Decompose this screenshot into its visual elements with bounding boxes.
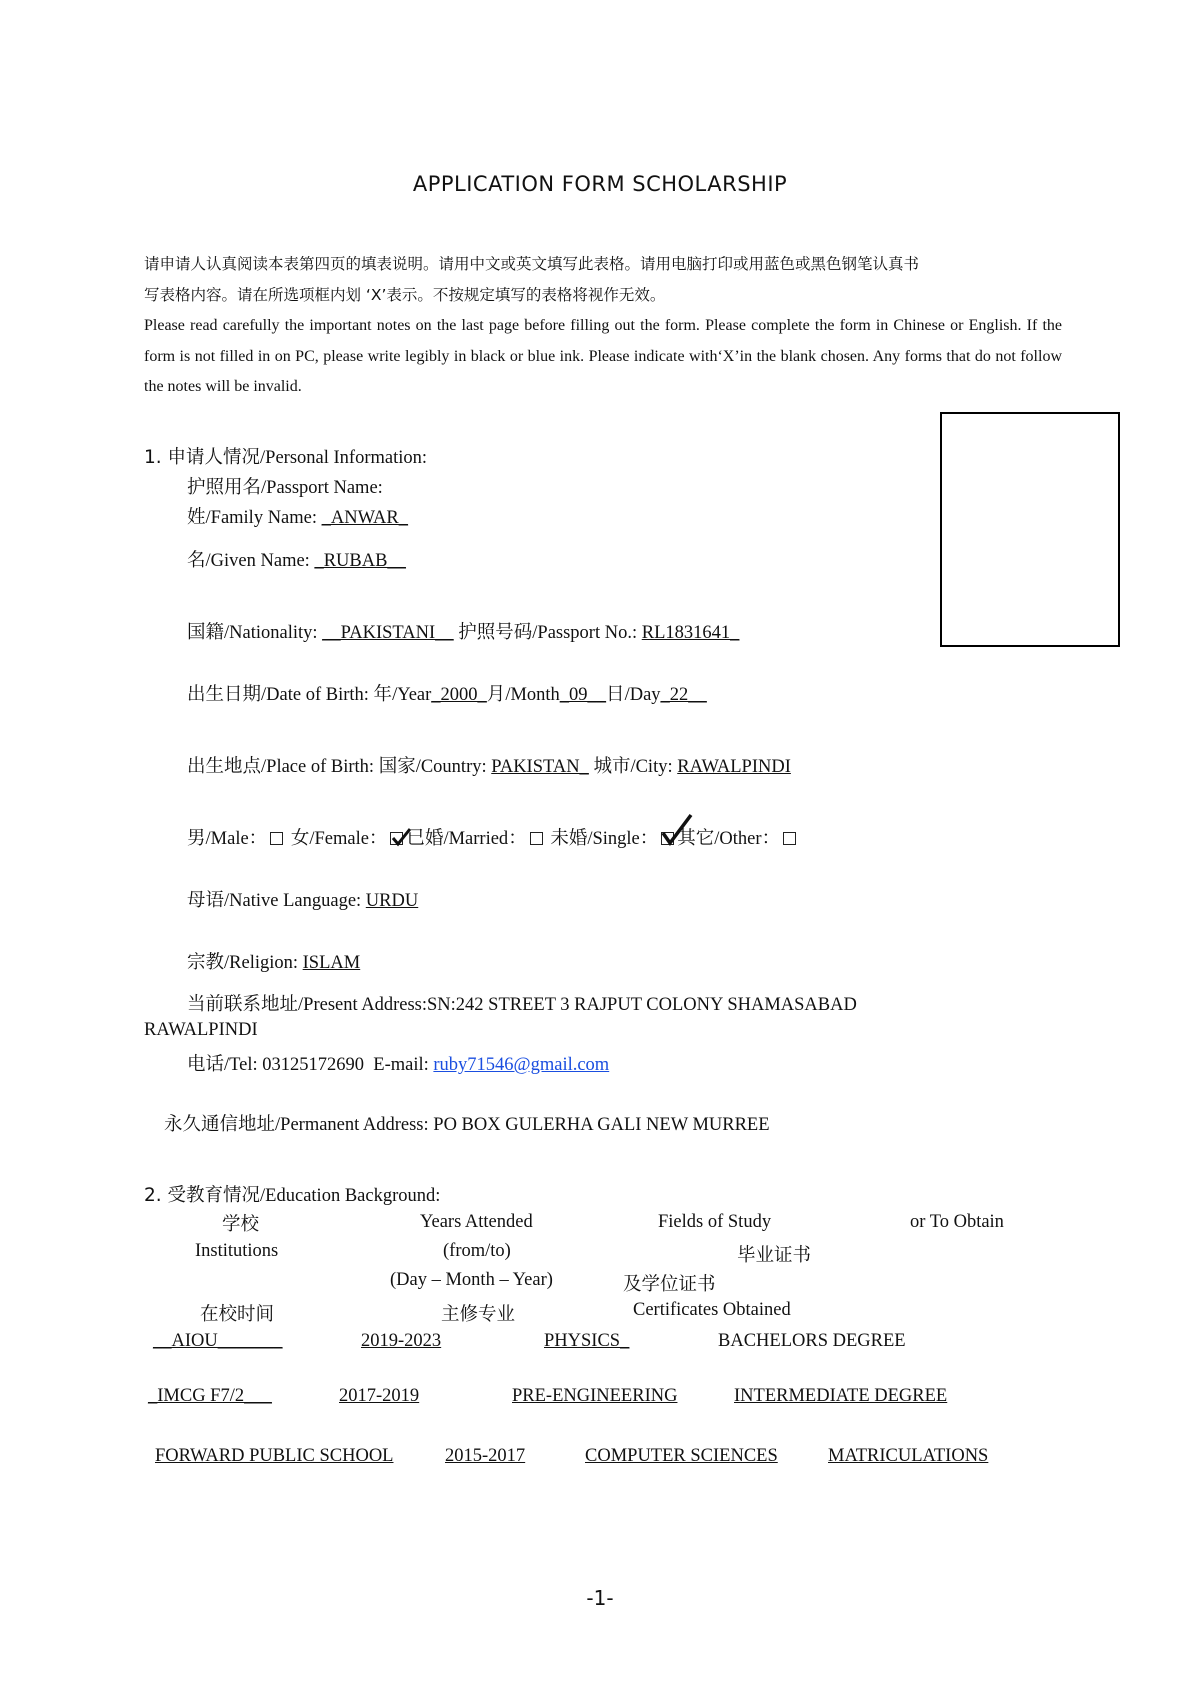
edu-row1-certificate[interactable]: BACHELORS DEGREE	[718, 1331, 906, 1351]
given-name-row: 名/Given Name: _RUBAB__	[187, 550, 406, 571]
passport-no-value[interactable]: RL1831641_	[641, 623, 740, 643]
col-cert-cn1: 毕业证书	[737, 1245, 812, 1266]
edu-row3-certificate[interactable]: MATRICULATIONS	[828, 1446, 989, 1466]
married-checkbox[interactable]	[530, 832, 543, 845]
dob-row: 出生日期/Date of Birth: 年/Year_2000_月/Month_09__日/Day_22__	[187, 684, 707, 705]
single-checkbox[interactable]	[661, 832, 674, 845]
page-number: -1-	[586, 1586, 614, 1610]
edu-row3-field[interactable]: COMPUTER SCIENCES	[585, 1446, 778, 1466]
present-address-line2: RAWALPINDI	[144, 1020, 258, 1040]
native-language-row: 母语/Native Language: URDU	[187, 890, 419, 911]
col-years-en1: Years Attended	[420, 1212, 533, 1232]
col-years-cn: 在校时间	[200, 1304, 275, 1325]
check-mark-icon	[390, 827, 412, 849]
col-cert-cn2: 及学位证书	[623, 1274, 716, 1295]
col-field-cn: 主修专业	[441, 1304, 516, 1325]
section2-heading: 2. 受教育情况/Education Background:	[144, 1185, 441, 1206]
edu-row2-years[interactable]: 2017-2019	[339, 1386, 420, 1406]
col-cert-en: Certificates Obtained	[633, 1300, 791, 1320]
edu-row1-years[interactable]: 2019-2023	[361, 1331, 442, 1351]
col-years-en2: (from/to)	[443, 1241, 511, 1261]
native-language-value[interactable]: URDU	[365, 891, 419, 911]
family-name-value[interactable]: _ANWAR_	[321, 508, 408, 528]
col-years-en3: (Day – Month – Year)	[390, 1270, 553, 1290]
photo-box	[940, 412, 1120, 647]
edu-row1-institution[interactable]: __AIOU_______	[153, 1331, 283, 1351]
check-mark-icon	[660, 813, 694, 847]
present-address-value[interactable]: SN:242 STREET 3 RAJPUT COLONY SHAMASABAD	[427, 995, 857, 1015]
col-institutions-en: Institutions	[195, 1241, 279, 1261]
email-link[interactable]: ruby71546@gmail.com	[433, 1055, 610, 1075]
permanent-address-value[interactable]: PO BOX GULERHA GALI NEW MURREE	[433, 1115, 770, 1135]
col-field-en: Fields of Study	[658, 1212, 772, 1232]
edu-row2-certificate[interactable]: INTERMEDIATE DEGREE	[734, 1386, 948, 1406]
city-value[interactable]: RAWALPINDI	[677, 757, 791, 777]
instructions-en: Please read carefully the important notes on the last page before filling out the form. Please complete the form in Chinese or English. If the form is not filled in on PC, please write legibly in black or blue ink. Please indicate with‘X’in the blank chosen. Any forms that do not follow the notes will be invalid.	[144, 317, 1062, 395]
month-value[interactable]: _09__	[559, 685, 607, 705]
col-institutions-cn: 学校	[222, 1214, 260, 1235]
edu-row2-institution[interactable]: _IMCG F7/2___	[148, 1386, 272, 1406]
female-checkbox[interactable]	[390, 832, 403, 845]
family-name-row: 姓/Family Name: _ANWAR_	[187, 507, 408, 528]
religion-value[interactable]: ISLAM	[302, 953, 361, 973]
section1-heading: 1. 申请人情况/Personal Information:	[144, 447, 428, 468]
contact-row: 电话/Tel: 03125172690 E-mail: ruby71546@gmail.com	[187, 1054, 610, 1075]
religion-row: 宗教/Religion: ISLAM	[187, 952, 361, 973]
nationality-value[interactable]: __PAKISTANI__	[322, 623, 454, 643]
instructions-cn-line1: 请申请人认真阅读本表第四页的填表说明。请用中文或英文填写此表格。请用电脑打印或用蓝色或黑色钢笔认真书	[144, 255, 920, 273]
permanent-address-row: 永久通信地址/Permanent Address: PO BOX GULERHA GALI NEW MURREE	[164, 1114, 770, 1135]
instructions-cn-line2: 写表格内容。请在所选项框内划 ‘X’表示。不按规定填写的表格将视作无效。	[144, 286, 666, 304]
present-address-row: 当前联系地址/Present Address:SN:242 STREET 3 RAJPUT COLONY SHAMASABAD	[187, 994, 857, 1015]
edu-row2-field[interactable]: PRE-ENGINEERING	[512, 1386, 678, 1406]
tel-value[interactable]: 03125172690	[262, 1055, 365, 1075]
edu-row1-field[interactable]: PHYSICS_	[544, 1331, 630, 1351]
day-value[interactable]: _22__	[660, 685, 707, 705]
year-value[interactable]: _2000_	[431, 685, 487, 705]
pob-row: 出生地点/Place of Birth: 国家/Country: PAKISTAN_ 城市/City: RAWALPINDI	[187, 756, 791, 777]
gender-marital-row: 男/Male： 女/Female： 已婚/Married： 未婚/Single： 其它/Other：	[187, 824, 799, 850]
country-value[interactable]: PAKISTAN_	[491, 757, 589, 777]
edu-row3-years[interactable]: 2015-2017	[445, 1446, 526, 1466]
form-title: APPLICATION FORM SCHOLARSHIP	[412, 172, 788, 196]
given-name-value[interactable]: _RUBAB__	[314, 551, 406, 571]
passport-name-label: 护照用名/Passport Name:	[187, 477, 383, 498]
col-cert-en-top: or To Obtain	[910, 1212, 1004, 1232]
male-checkbox[interactable]	[270, 832, 283, 845]
nationality-row: 国籍/Nationality: __PAKISTANI__ 护照号码/Passport No.: RL1831641_	[187, 622, 740, 643]
other-checkbox[interactable]	[783, 832, 796, 845]
edu-row3-institution[interactable]: FORWARD PUBLIC SCHOOL	[155, 1446, 394, 1466]
